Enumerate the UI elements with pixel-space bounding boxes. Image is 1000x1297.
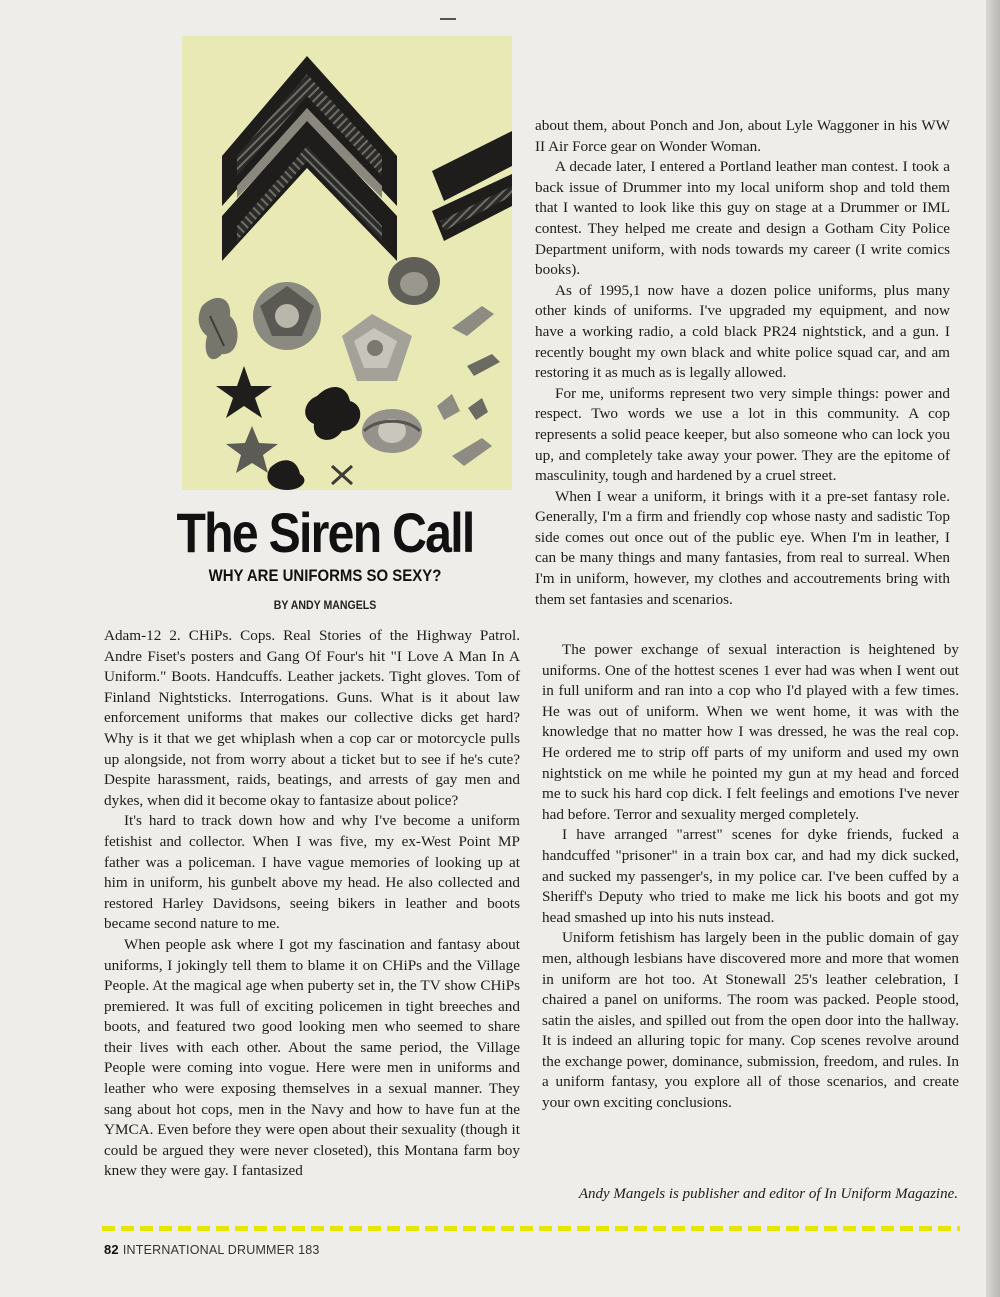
partial-chevron-icon <box>432 131 512 241</box>
paragraph: For me, uniforms represent two very simple things: power and respect. Two words we use a lot in this community. A cop represents a solid peace keeper, but also someone who can lock you up, and completely take away your power. They are the epitome of masculinity, tough and hardened by a cruel street. <box>535 384 950 485</box>
paragraph: Uniform fetishism has largely been in the public domain of gay men, although lesbians have discovered more and more that women in uniform are hot too. At Stonewall 25's leather celebration, I chaired a panel on uniforms. The room was packed. People stood, satin the aisles, and spilled out from the open door into the hallway. It is indeed an alluring topic for many. Cop scenes revolve around the exchange power, dominance, submission, freedom, and rules. In a uniform fantasy, you explore all of those scenarios, and create your own exciting conclusions. <box>542 929 959 1112</box>
sergeant-chevron-icon <box>222 56 397 261</box>
dashed-divider <box>102 1226 960 1231</box>
article-byline: BY ANDY MANGELS <box>273 598 377 612</box>
page-binding-edge <box>986 0 1000 1297</box>
page-number: 82 <box>104 1242 119 1257</box>
crossed-pins-icon <box>332 466 352 484</box>
left-column <box>104 626 520 1182</box>
uniform-insignia-photo <box>182 36 512 490</box>
top-crop-mark <box>440 18 456 20</box>
paragraph: A decade later, I entered a Portland leather man contest. I took a back issue of Drummer into my local uniform shop and told them that I wanted to look like this guy on stage at a Drummer or IML contest. They helped me create and design a Gotham City Police Department uniform, with nods towards my career (I write comics books). <box>535 158 950 279</box>
rank-shield-icon <box>342 314 412 381</box>
colonel-eagle-icon <box>267 387 360 490</box>
seal-badge-icon <box>253 282 321 350</box>
paragraph: When people ask where I got my fascination and fantasy about uniforms, I jokingly tell them to blame it on CHiPs and the Village People. At the magical age when puberty set in, the TV show CHiPs premiered. It was full of exciting policemen in tight breeches and boots, and featured two good looking men who seemed to share their lives with each other. About the same period, the Village People were coming into vogue. Here were men in uniforms and leather who were exposing themselves in a sexual manner. They sang about hot cops, men in the Navy and how to have fun at the YMCA. Even before they were open about their sexuality (though it could be argued they were never closeted), this Montana farm boy knew they were gay. I fantasized <box>104 935 520 1180</box>
wing-pins-icon <box>437 306 500 466</box>
paragraph: It's hard to track down how and why I've become a uniform fetishist and collector. When I was five, my ex-West Point MP father was a policeman. I have vague memories of looking up at him in uniform, his gunbelt above my head. He also collected and restored Harley Davidsons, seeing bikers in leather and boots became second nature to me. <box>104 812 520 933</box>
jump-wings-icon <box>362 409 422 453</box>
star-pins-icon <box>216 366 278 473</box>
author-credit: Andy Mangels is publisher and editor of In Uniform Magazine. <box>578 1186 958 1202</box>
insignia-illustration-icon <box>182 36 512 490</box>
paragraph: The power exchange of sexual interaction is heightened by uniforms. One of the hottest scenes 1 ever had was when I went out in full uniform and ran into a cop who I'd played with a few times. He was out of uniform. When we went home, it was with the knowledge that no matter how I was dressed, he was the real cop. He ordered me to strip off parts of my uniform and used my own nightstick on me while he pointed my gun at my head and forced me to suck his hard cop dick. I felt feelings and emotions I've never had before. Terror and sexuality merged completely. <box>542 641 959 823</box>
right-column-bottom <box>542 640 959 1114</box>
article-subtitle: WHY ARE UNIFORMS SO SEXY? <box>208 566 442 585</box>
page-footer <box>104 1242 320 1257</box>
paragraph: Adam-12 2. CHiPs. Cops. Real Stories of the Highway Patrol. Andre Fiset's posters and Gang Of Four's hit "I Love A Man In A Uniform." Boots. Handcuffs. Leather jackets. Tight gloves. Tom of Finland Nightsticks. Interrogations. Guns. What is it about law enforcement uniforms that makes our collective dicks get hard? Why is it that we get whiplash when a cop car or motorcycle pulls up alongside, not from worry about a ticket but to see if he's cute? Despite harassment, raids, beatings, and arrests of gay men and dykes, when did it become okay to fantasize about police? <box>104 627 520 809</box>
publication-name: INTERNATIONAL DRUMMER 183 <box>122 1243 320 1257</box>
right-column-top <box>535 116 950 610</box>
eagle-pin-icon <box>199 298 238 359</box>
paragraph: I have arranged "arrest" scenes for dyke friends, fucked a handcuffed "prisoner" in a train box car, and had my dick sucked, and sucked my passenger's, in my police car. I've been cuffed by a Sheriff's Deputy who tried to make me lick his boots and got my head smashed up into his nuts instead. <box>542 826 959 926</box>
article-title: The Siren Call <box>176 501 474 564</box>
paragraph: As of 1995,1 now have a dozen police uniforms, plus many other kinds of uniforms. I've upgraded my equipment, and now have a working radio, a cold black PR24 nightstick, and a gun. I recently bought my own black and white police squad car, and am restoring it as much as is legally allowed. <box>535 281 950 382</box>
paragraph: When I wear a uniform, it brings with it a pre-set fantasy role. Generally, I'm a firm and friendly cop whose nasty and sadistic Top side comes out once out of the public eye. When I'm in leather, I can be many things and many fantasies, from real to surreal. When I'm in uniform, however, my clothes and accoutrements bring with them set fantasies and scenarios. <box>535 487 950 608</box>
paragraph: about them, about Ponch and Jon, about Lyle Waggoner in his WW II Air Force gear on Wonder Woman. <box>535 117 950 155</box>
bulldog-pin-icon <box>388 257 440 305</box>
